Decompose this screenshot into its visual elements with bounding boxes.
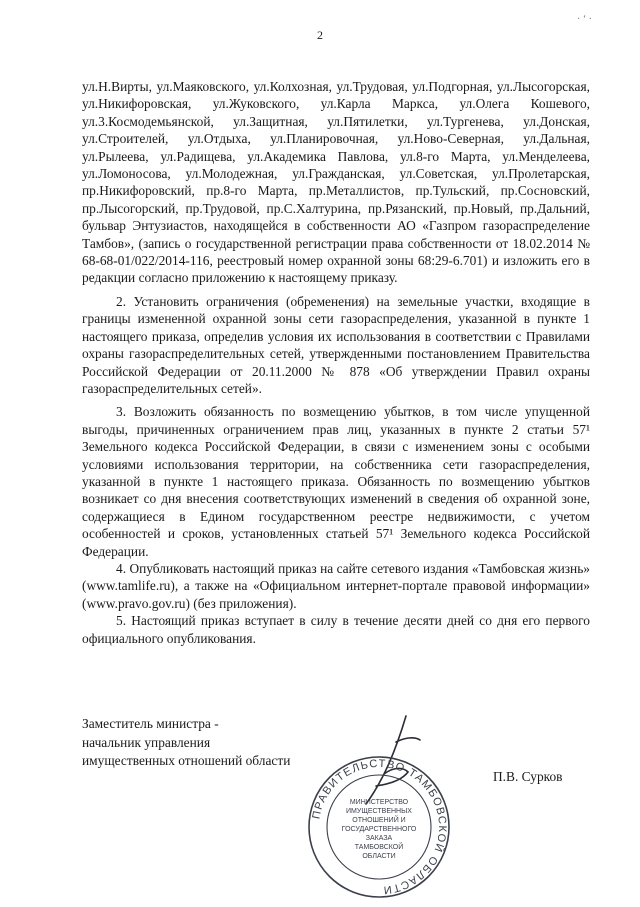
svg-text:ПРАВИТЕЛЬСТВО ТАМБОВСКОЙ ОБЛАС: ПРАВИТЕЛЬСТВО ТАМБОВСКОЙ ОБЛАСТИ (310, 757, 449, 897)
paragraph-4: 4. Опубликовать настоящий приказ на сайте сетевого издания «Тамбовская жизнь» (www.tamlife.ru), а также на «Официальном интернет-портале правовой информации» (www.pravo.gov.ru) (без приложения). (82, 560, 590, 611)
official-seal (304, 752, 454, 902)
signatory-name: П.В. Сурков (493, 769, 563, 784)
paragraph-streets: ул.Н.Вирты, ул.Маяковского, ул.Колхозная, ул.Трудовая, ул.Подгорная, ул.Лысогорская, ул.Никифоровская, ул.Жуковского, ул.Карла Маркса, ул.Олега Кошевого, ул.3.Космодемьянской, ул.Защитная, ул.Пятилетки, ул.Тургенева, ул.Донская, ул.Строителей, ул.Отдыха, ул.Планировочная, ул.Ново-Северная, ул.Дальная, ул.Рылеева, ул.Радищева, ул.Академика Павлова, ул.8-го Марта, ул.Менделеева, ул.Ломоносова, ул.Молодежная, ул.Гражданская, ул.Советская, ул.Пролетарская, пр.Никифоровский, пр.8-го Марта, пр.Металлистов, пр.Тульский, пр.Сосновский, пр.Лысогорский, пр.Трудовой, пр.С.Халтурина, пр.Рязанский, пр.Новый, пр.Дальний, бульвар Энтузиастов, находящейся в собственности АО «Газпром газораспределение Тамбов», (запись о государственной регистрации права собственности от 18.02.2014 № 68-68-01/022/2014-116, реестровый номер охранной зоны 68:29-6.701) и изложить его в редакции согласно приложению к настоящему приказу. (82, 79, 590, 286)
signatory-title (82, 715, 290, 771)
svg-text:МИНИСТЕРСТВО: МИНИСТЕРСТВО (349, 799, 409, 806)
svg-text:ОТНОШЕНИЙ И: ОТНОШЕНИЙ И (352, 817, 406, 824)
svg-text:ТАМБОВСКОЙ: ТАМБОВСКОЙ (354, 844, 404, 851)
signatory-line-3: имущественных отношений области (82, 753, 291, 768)
document-body (82, 78, 590, 647)
paragraph-3: 3. Возложить обязанность по возмещению убытков, в том числе упущенной выгоды, причиненных ограничением прав лиц, указанных в пункте 2 статьи 57¹ Земельного кодекса Российской Федерации, в связи с изменением зоны с особыми условиями использования территории, на собственника сети газораспределения, указанной в пункте 1 настоящего приказа. Обязанность по возмещению убытков возникает со дня внесения соответствующих изменений в сведения об охранной зоне, содержащиеся в Едином государственном реестре недвижимости, с учетом особенностей и сроков, установленных статьей 57¹ Земельного кодекса Российской Федерации. (82, 404, 590, 559)
paragraph-5: 5. Настоящий приказ вступает в силу в течение десяти дней со дня его первого официального опубликования. (82, 613, 590, 646)
page-number: 2 (317, 28, 323, 42)
signatory-line-2: начальник управления (82, 734, 211, 750)
svg-text:ОБЛАСТИ: ОБЛАСТИ (362, 853, 396, 860)
ink-marks: · ʻ · (577, 14, 592, 25)
signatory-line-1: Заместитель министра - (82, 716, 219, 731)
svg-text:ИМУЩЕСТВЕННЫХ: ИМУЩЕСТВЕННЫХ (346, 808, 412, 815)
paragraph-2: 2. Установить ограничения (обременения) на земельные участки, входящие в границы измененной охранной зоны сети газораспределения, указанной в пункте 1 настоящего приказа, определив условия их использования в соответствии с Правилами охраны газораспределительных сетей, утвержденными постановлением Правительства Российской Федерации от 20.11.2000 № 878 «Об утверждении Правил охраны газораспределительных сетей». (82, 293, 590, 396)
svg-text:ЗАКАЗА: ЗАКАЗА (365, 835, 393, 842)
svg-text:ГОСУДАРСТВЕННОГО: ГОСУДАРСТВЕННОГО (341, 826, 417, 833)
